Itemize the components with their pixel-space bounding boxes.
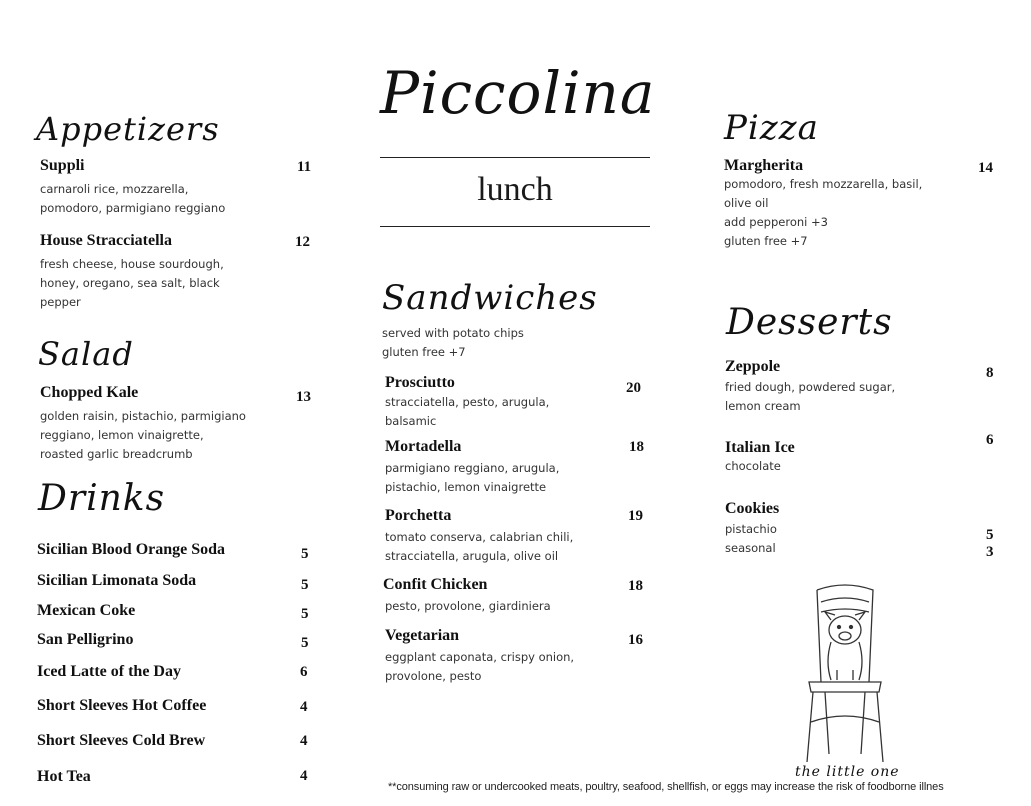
item-desc: pepper <box>40 295 81 309</box>
item-name: Cookies <box>725 500 780 517</box>
item-desc: fried dough, powdered sugar, <box>725 380 896 394</box>
item-desc: lemon cream <box>725 399 801 413</box>
drink-name: Sicilian Limonata Soda <box>37 572 197 589</box>
section-heading-pizza: Pizza <box>724 108 819 148</box>
drink-price: 5 <box>301 606 309 622</box>
item-price: 11 <box>297 159 312 175</box>
item-price: 6 <box>986 432 994 448</box>
item-price: 16 <box>628 632 643 648</box>
item-name: Margherita <box>724 157 804 174</box>
item-desc: balsamic <box>385 414 437 428</box>
section-heading-desserts: Desserts <box>726 302 893 343</box>
illustration-caption: the little one <box>795 764 900 780</box>
item-desc: add pepperoni +3 <box>724 215 828 229</box>
item-desc: olive oil <box>724 196 769 210</box>
item-desc: pistachio, lemon vinaigrette <box>385 480 547 494</box>
title-divider-bottom <box>380 226 650 227</box>
drink-name: Short Sleeves Hot Coffee <box>37 697 207 714</box>
item-price: 12 <box>295 234 310 250</box>
drink-price: 4 <box>300 733 308 749</box>
item-desc: pesto, provolone, giardiniera <box>385 599 551 613</box>
item-desc: pomodoro, parmigiano reggiano <box>40 201 226 215</box>
item-desc: stracciatella, arugula, olive oil <box>385 549 559 563</box>
section-note: served with potato chips <box>382 326 524 340</box>
drink-name: Short Sleeves Cold Brew <box>37 732 206 749</box>
item-desc: carnaroli rice, mozzarella, <box>40 182 189 196</box>
section-heading-sandwiches: Sandwiches <box>382 278 598 318</box>
drink-price: 4 <box>300 768 308 784</box>
item-desc: chocolate <box>725 459 781 473</box>
item-price: 14 <box>978 160 993 176</box>
menu-subtitle: lunch <box>477 171 553 208</box>
item-price: 18 <box>628 578 643 594</box>
drink-name: San Pelligrino <box>37 631 134 648</box>
item-price: 5 <box>986 527 994 543</box>
section-heading-salad: Salad <box>38 335 134 373</box>
drink-name: Mexican Coke <box>37 602 136 619</box>
item-desc: gluten free +7 <box>724 234 808 248</box>
item-name: Mortadella <box>385 438 462 455</box>
item-desc: pomodoro, fresh mozzarella, basil, <box>724 177 923 191</box>
item-name: Vegetarian <box>385 627 460 644</box>
section-heading-drinks: Drinks <box>38 478 166 519</box>
item-name: Zeppole <box>725 358 781 375</box>
drink-name: Iced Latte of the Day <box>37 663 181 680</box>
item-name: Chopped Kale <box>40 384 139 401</box>
item-price: 20 <box>626 380 641 396</box>
drink-price: 4 <box>300 699 308 715</box>
menu-title: Piccolina <box>380 59 656 127</box>
item-desc: reggiano, lemon vinaigrette, <box>40 428 204 442</box>
item-name: Confit Chicken <box>383 576 488 593</box>
drink-name: Sicilian Blood Orange Soda <box>37 541 226 558</box>
item-option: seasonal <box>725 541 776 555</box>
section-heading-appetizers: Appetizers <box>36 110 220 148</box>
item-desc: eggplant caponata, crispy onion, <box>385 650 575 664</box>
item-desc: honey, oregano, sea salt, black <box>40 276 220 290</box>
pig-on-chair-illustration <box>795 582 895 772</box>
item-price: 13 <box>296 389 311 405</box>
item-desc: fresh cheese, house sourdough, <box>40 257 224 271</box>
drink-price: 5 <box>301 546 309 562</box>
section-note: gluten free +7 <box>382 345 466 359</box>
item-name: Italian Ice <box>725 439 795 456</box>
item-price: 19 <box>628 508 643 524</box>
item-desc: golden raisin, pistachio, parmigiano <box>40 409 246 423</box>
item-name: House Stracciatella <box>40 232 172 249</box>
item-price: 18 <box>629 439 644 455</box>
item-desc: roasted garlic breadcrumb <box>40 447 193 461</box>
item-desc: provolone, pesto <box>385 669 482 683</box>
item-desc: tomato conserva, calabrian chili, <box>385 530 574 544</box>
item-price: 8 <box>986 365 994 381</box>
drink-name: Hot Tea <box>37 768 91 785</box>
item-option: pistachio <box>725 522 777 536</box>
drink-price: 5 <box>301 577 309 593</box>
item-desc: parmigiano reggiano, arugula, <box>385 461 560 475</box>
item-name: Porchetta <box>385 507 452 524</box>
drink-price: 6 <box>300 664 308 680</box>
food-safety-disclaimer: **consuming raw or undercooked meats, poultry, seafood, shellfish, or eggs may increase the risk of foodborne illnes <box>388 781 944 793</box>
title-divider-top <box>380 157 650 158</box>
item-name: Prosciutto <box>385 374 455 391</box>
item-desc: stracciatella, pesto, arugula, <box>385 395 550 409</box>
item-name: Suppli <box>40 157 85 174</box>
drink-price: 5 <box>301 635 309 651</box>
item-price: 3 <box>986 544 994 560</box>
